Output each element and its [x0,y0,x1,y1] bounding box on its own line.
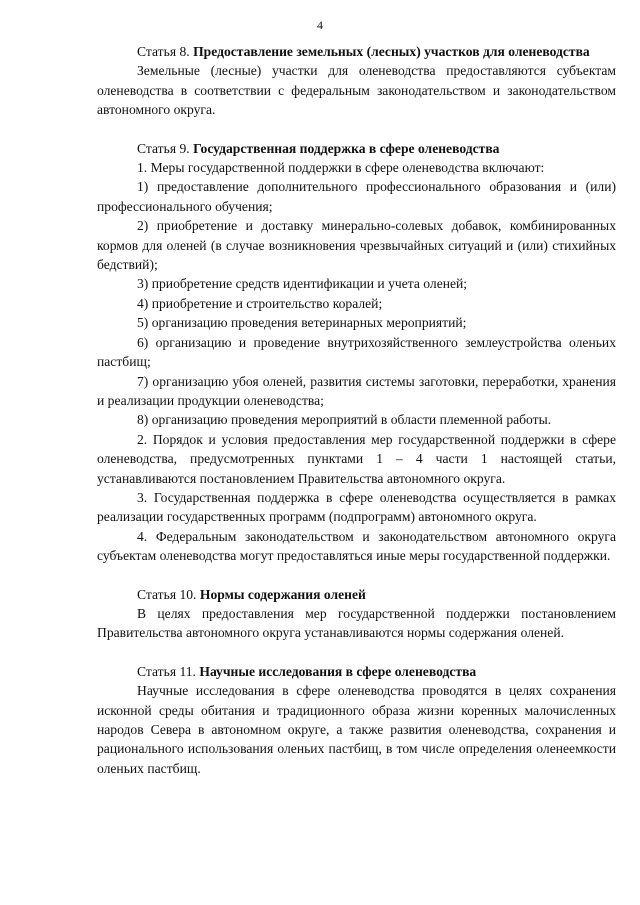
article-9-item-8: 8) организацию проведения мероприятий в области племенной работы. [137,412,552,428]
article-9-heading [97,139,616,158]
article-9-paragraph-2: 2. Порядок и условия предоставления мер государственной поддержки в сфере оленеводства, предусмотренных пунктами 1 – 4 части 1 настоящей статьи, устанавливаются постановлением Правительства автономного округа. [97,431,616,486]
article-9-item-4: 4) приобретение и строительство коралей; [137,295,383,311]
article-10-paragraph: В целях предоставления мер государственной поддержки постановлением Правительства автономного округа устанавливаются нормы содержания оленей. [97,605,616,641]
article-11-heading [97,662,616,681]
article-10-title: Нормы содержания оленей [199,586,366,602]
article-9-item-5: 5) организацию проведения ветеринарных мероприятий; [137,315,467,331]
article-9-item-1: 1) предоставление дополнительного профессионального образования и (или) профессионального обучения; [97,179,616,214]
article-9-paragraph-3: 3. Государственная поддержка в сфере оленеводства осуществляется в рамках реализации государственных программ (подпрограмм) автономного округа. [97,489,616,525]
article-9-paragraph-4: 4. Федеральным законодательством и законодательством автономного округа субъектам оленеводства могут предоставляться иные меры государственной поддержки. [97,528,616,564]
article-11-paragraph: Научные исследования в сфере оленеводства проводятся в целях сохранения исконной среды обитания и традиционного образа жизни коренных малочисленных народов Севера в автономном округе, а также развития оленеводства, сохранения и рационального использования оленьих пастбищ, в том числе определения оленеемкости оленьих пастбищ. [97,683,616,776]
article-9-label: Статья 9. [137,140,190,156]
page-number: 4 [317,18,323,32]
article-9-item-2: 2) приобретение и доставку минерально-солевых добавок, комбинированных кормов для оленей (в случае возникновения чрезвычайных ситуаций и (или) стихийных бедствий); [97,218,616,273]
article-8-label: Статья 8. [137,44,190,59]
article-11-title: Научные исследования в сфере оленеводства [199,663,477,679]
article-10-label: Статья 10. [137,586,197,602]
article-9-item-6: 6) организацию и проведение внутрихозяйственного землеустройства оленьих пастбищ; [97,334,616,370]
article-9-item-7: 7) организацию убоя оленей, развития системы заготовки, переработки, хранения и реализации продукции оленеводства; [97,373,616,408]
article-9-intro: 1. Меры государственной поддержки в сфере оленеводства включают: [137,160,545,176]
article-11-label: Статья 11. [137,663,196,679]
article-8-paragraph: Земельные (лесные) участки для оленеводства предоставляются субъектам оленеводства в соответствии с федеральным законодательством и законодательством автономного округа. [97,63,616,118]
article-8-heading [97,42,616,61]
article-9-title: Государственная поддержка в сфере оленеводства [193,140,500,156]
document-body [97,42,616,778]
article-9-item-3: 3) приобретение средств идентификации и учета оленей; [137,276,468,292]
article-8-title: Предоставление земельных (лесных) участков для оленеводства [193,44,590,59]
article-10-heading [97,585,616,604]
